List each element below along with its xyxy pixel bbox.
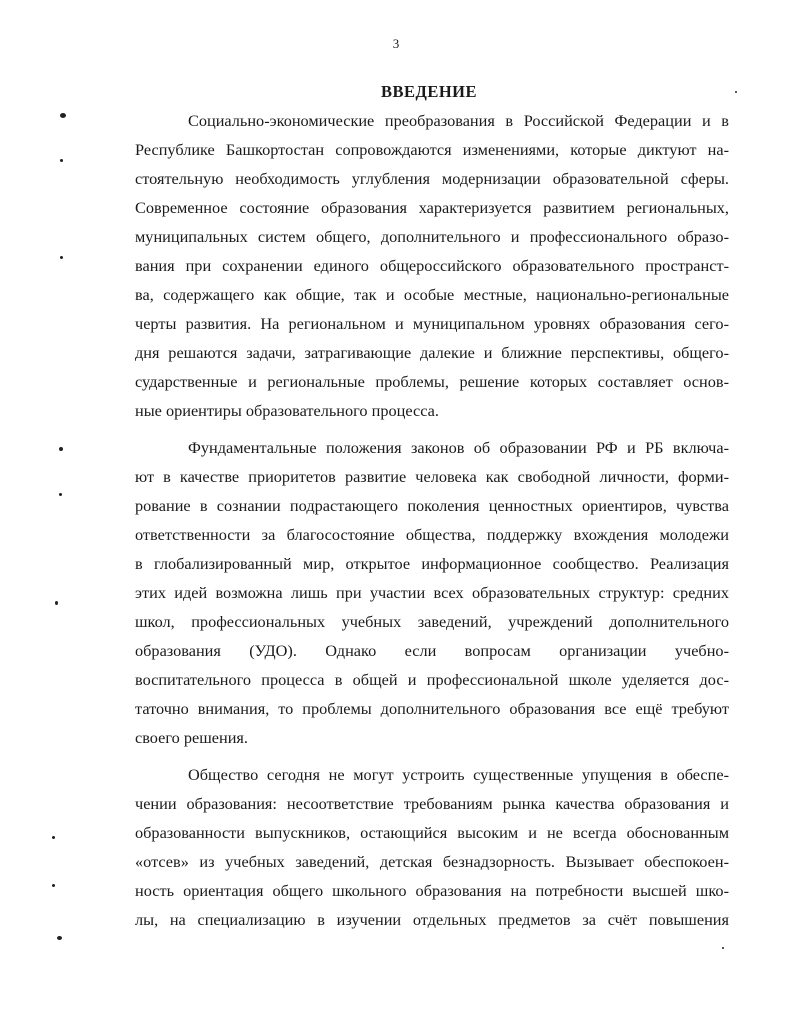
text-line: ответственности за благосостояние общества, поддержку вхождения молодежи xyxy=(135,525,729,544)
text-line: Общество сегодня не могут устроить существенные упущения в обеспе- xyxy=(188,765,729,784)
scan-speck xyxy=(60,113,66,118)
text-line: ные ориентиры образовательного процесса. xyxy=(135,401,439,420)
scan-speck xyxy=(55,601,58,605)
text-line: таточно внимания, то проблемы дополнительного образования все ещё требуют xyxy=(135,699,729,718)
text-line: школ, профессиональных учебных заведений, учреждений дополнительного xyxy=(135,612,729,631)
paragraph xyxy=(135,106,729,425)
scan-speck xyxy=(722,947,724,949)
page-number: 3 xyxy=(392,36,400,51)
text-line: Республике Башкортостан сопровождаются изменениями, которые диктуют на- xyxy=(135,140,729,159)
scan-speck xyxy=(52,836,55,839)
text-line: черты развития. На региональном и муниципальном уровнях образования сего- xyxy=(135,314,729,333)
text-line: сударственные и региональные проблемы, решение которых составляет основ- xyxy=(135,372,729,391)
text-line: образования (УДО). Однако если вопросам организации учебно- xyxy=(135,641,729,660)
text-line: Современное состояние образования характеризуется развитием региональных, xyxy=(135,198,729,217)
text-line: Фундаментальные положения законов об образовании РФ и РБ включа- xyxy=(188,438,729,457)
text-line: лы, на специализацию в изучении отдельных предметов за счёт повышения xyxy=(135,910,729,929)
text-line: муниципальных систем общего, дополнительного и профессионального образо- xyxy=(135,227,729,246)
text-line: ют в качестве приоритетов развитие человека как свободной личности, форми- xyxy=(135,467,729,486)
text-line: чении образования: несоответствие требованиям рынка качества образования и xyxy=(135,794,729,813)
scan-speck xyxy=(52,884,55,887)
text-line: ность ориентация общего школьного образования на потребности высшей шко- xyxy=(135,881,729,900)
section-title: ВВЕДЕНИЕ xyxy=(380,82,478,101)
text-line: своего решения. xyxy=(135,728,248,747)
text-line: Социально-экономические преобразования в Российской Федерации и в xyxy=(188,111,729,130)
text-line: этих идей возможна лишь при участии всех образовательных структур: средних xyxy=(135,583,729,602)
paragraph xyxy=(135,433,729,752)
text-line: стоятельную необходимость углубления модернизации образовательной сферы. xyxy=(135,169,729,188)
body-text xyxy=(135,106,729,934)
text-line: «отсев» из учебных заведений, детская безнадзорность. Вызывает обеспокоен- xyxy=(135,852,729,871)
scan-speck xyxy=(735,91,737,93)
scan-speck xyxy=(59,493,62,496)
paragraph xyxy=(135,760,729,934)
scan-speck xyxy=(57,936,62,940)
scan-speck xyxy=(59,447,63,451)
scan-speck xyxy=(60,256,63,259)
text-line: вания при сохранении единого общероссийского образовательного пространст- xyxy=(135,256,729,275)
text-line: в глобализированный мир, открытое информационное сообщество. Реализация xyxy=(135,554,729,573)
scan-speck xyxy=(60,159,63,162)
text-line: образованности выпускников, остающийся высоким и не всегда обоснованным xyxy=(135,823,729,842)
text-line: воспитательного процесса в общей и профессиональной школе уделяется дос- xyxy=(135,670,729,689)
text-line: рование в сознании подрастающего поколения ценностных ориентиров, чувства xyxy=(135,496,729,515)
text-line: ва, содержащего как общие, так и особые местные, национально-региональные xyxy=(135,285,729,304)
text-line: дня решаются задачи, затрагивающие далекие и ближние перспективы, общего- xyxy=(135,343,729,362)
